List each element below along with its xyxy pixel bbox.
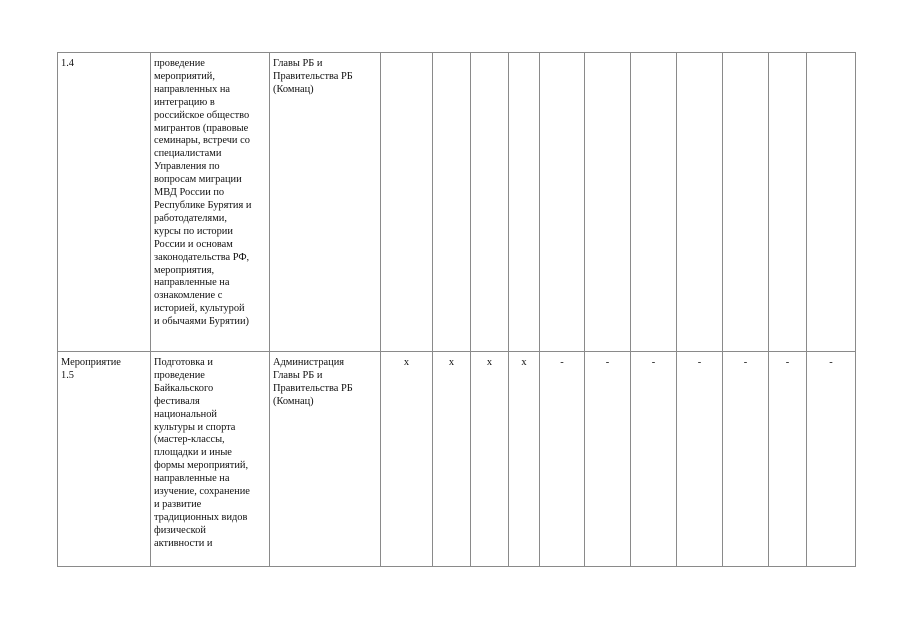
description-cell	[151, 53, 270, 352]
description-line: Подготовка и	[154, 357, 213, 368]
mark-cell	[631, 53, 677, 352]
description-line: национальной	[154, 408, 217, 420]
executor-line: (Комнац)	[273, 395, 314, 407]
description-line: формы мероприятий,	[154, 460, 249, 472]
mark-cell: -	[585, 352, 631, 567]
mark-cell	[540, 53, 585, 352]
mark-cell: x	[381, 352, 433, 567]
mark-cell: -	[677, 352, 723, 567]
mark-cell: x	[433, 352, 471, 567]
description-cell	[151, 352, 270, 567]
mark-cell	[807, 53, 856, 352]
description-line: мероприятия,	[154, 264, 215, 276]
executor-line: Правительства РБ	[273, 70, 353, 82]
mark-cell	[381, 53, 433, 352]
description-line: культуры и спорта	[154, 421, 236, 433]
description-line: площадки и иные	[154, 447, 232, 459]
description-line: направленные на	[154, 277, 230, 289]
description-line: семинары, встречи со	[154, 135, 250, 147]
program-table	[57, 52, 856, 567]
description-line: вопросам миграции	[154, 174, 242, 186]
code-text: 1.5	[61, 369, 74, 381]
executor-cell	[270, 53, 381, 352]
description-line: мероприятий,	[154, 70, 215, 82]
mark-cell: -	[769, 352, 807, 567]
executor-line: Администрация	[273, 357, 345, 368]
executor-line: (Комнац)	[273, 83, 314, 95]
description-line: и развитие	[154, 498, 202, 510]
description-line: активности и	[154, 537, 213, 549]
code-cell	[58, 53, 151, 352]
executor-cell	[270, 352, 381, 567]
mark-cell: -	[807, 352, 856, 567]
description-line: интеграцию в	[154, 96, 215, 108]
executor-line: Главы РБ и	[273, 58, 323, 69]
description-line: законодательства РФ,	[154, 251, 250, 263]
description-line: направленные на	[154, 473, 230, 485]
mark-cell	[723, 53, 769, 352]
table-row	[58, 352, 856, 567]
mark-cell	[585, 53, 631, 352]
code-text: 1.4	[61, 58, 74, 69]
description-line: историей, культурой	[154, 303, 245, 315]
description-line: традиционных видов	[154, 511, 248, 523]
description-line: Байкальского	[154, 382, 214, 394]
description-line: Республике Бурятия и	[154, 199, 252, 211]
description-line: Управления по	[154, 161, 220, 173]
table-row	[58, 53, 856, 352]
mark-cell	[677, 53, 723, 352]
mark-cell: -	[631, 352, 677, 567]
description-line: проведение	[154, 369, 205, 381]
description-line: фестиваля	[154, 395, 200, 407]
executor-line: Главы РБ и	[273, 369, 323, 381]
description-line: курсы по истории	[154, 225, 233, 237]
description-line: российское общество	[154, 109, 250, 121]
description-line: специалистами	[154, 148, 222, 160]
description-line: мигрантов (правовые	[154, 122, 249, 134]
mark-cell: -	[540, 352, 585, 567]
description-line: и обычаями Бурятии)	[154, 316, 249, 328]
description-line: ознакомление с	[154, 290, 223, 302]
description-line: России и основам	[154, 238, 233, 250]
description-line: работодателями,	[154, 212, 227, 224]
mark-cell	[509, 53, 540, 352]
mark-cell	[433, 53, 471, 352]
code-cell	[58, 352, 151, 567]
description-line: физической	[154, 524, 206, 536]
code-text: Мероприятие	[61, 357, 121, 368]
mark-cell	[471, 53, 509, 352]
mark-cell: x	[509, 352, 540, 567]
description-line: изучение, сохранение	[154, 486, 250, 498]
mark-cell	[769, 53, 807, 352]
description-line: проведение	[154, 58, 205, 69]
description-line: направленных на	[154, 83, 231, 95]
mark-cell: -	[723, 352, 769, 567]
mark-cell: x	[471, 352, 509, 567]
executor-line: Правительства РБ	[273, 382, 353, 394]
description-line: (мастер-классы,	[154, 434, 225, 446]
description-line: МВД России по	[154, 187, 225, 199]
